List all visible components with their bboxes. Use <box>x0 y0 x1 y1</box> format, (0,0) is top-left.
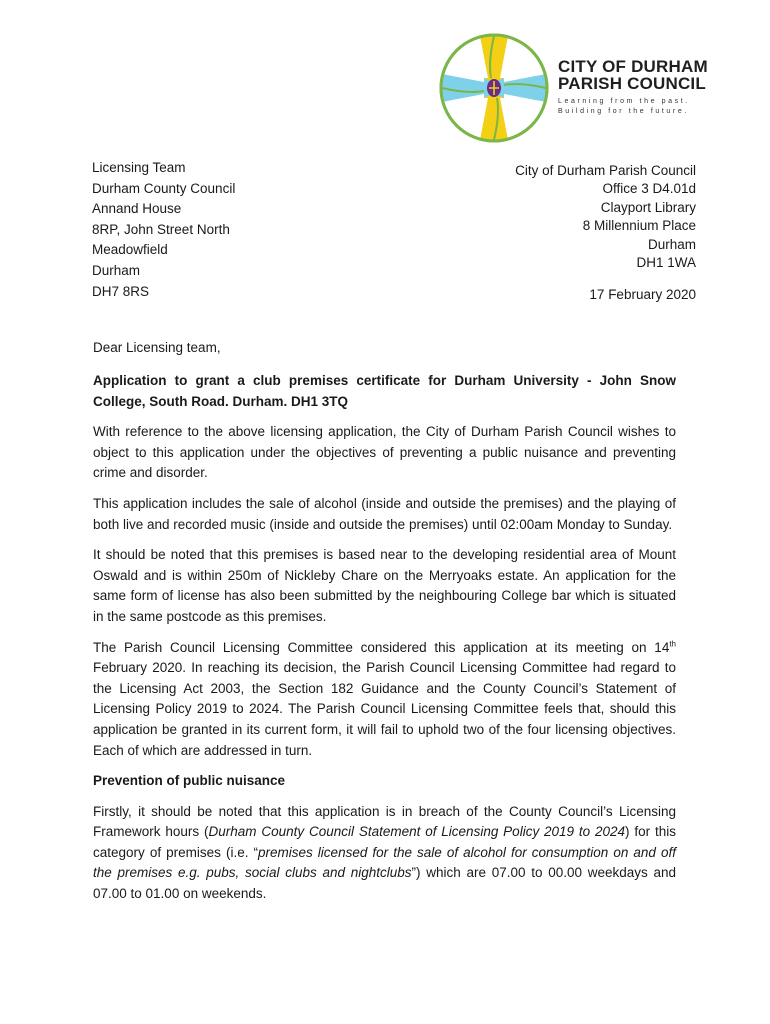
recipient-line: Licensing Team <box>92 160 186 175</box>
paragraph-4-start: The Parish Council Licensing Committee considered this application at its meeting on 14 <box>93 639 670 655</box>
recipient-line: Annand House <box>92 201 182 217</box>
sender-line: Durham <box>647 236 696 252</box>
letter-date: 17 February 2020 <box>589 287 696 302</box>
paragraph-5-part: ) for this category of premises (i.e. “ <box>93 824 676 860</box>
subject-line: Application to grant a club premises certificate for Durham University - John Snow College, South Road. Durham. DH1 3TQ <box>93 373 676 409</box>
sender-address <box>515 162 696 272</box>
paragraph-5-part: Firstly, it should be noted that this application is in breach of the County Council’s Licensing Framework hours ( <box>93 803 676 840</box>
org-name-line1: CITY OF DURHAM <box>558 57 708 76</box>
letter-body <box>93 371 676 915</box>
tagline <box>558 97 690 117</box>
org-name-line2: PARISH COUNCIL <box>558 74 706 93</box>
tagline-line2: Building for the future. <box>558 108 689 115</box>
premises-definition: premises licensed for the sale of alcohol for consumption on and off the premises e.g. pubs, social clubs and nightclubs <box>93 844 676 881</box>
ordinal-suffix: th <box>669 639 676 649</box>
paragraph-2: This application includes the sale of alcohol (inside and outside the premises) and the playing of both live and recorded music (inside and outside the premises) until 02:00am Monday to Sunday. <box>93 495 676 532</box>
recipient-line: Meadowfield <box>92 242 168 258</box>
recipient-line: DH7 8RS <box>92 283 150 299</box>
org-name <box>558 58 708 92</box>
recipient-line: Durham County Council <box>92 180 236 196</box>
recipient-line: Durham <box>92 262 141 278</box>
sender-line: City of Durham Parish Council <box>515 163 696 178</box>
greeting: Dear Licensing team, <box>93 340 221 355</box>
tagline-line1: Learning from the past. <box>558 98 690 105</box>
policy-title: Durham County Council Statement of Licensing Policy 2019 to 2024 <box>208 824 626 840</box>
paragraph-4-end: February 2020. In reaching its decision, the Parish Council Licensing Committee had regard to the Licensing Act 2003, the Section 182 Guidance and the County Council’s Statement of Licensing Policy 2019 to 2024. The Parish Council Licensing Committee feels that, should this application be granted in its current form, it will fail to uphold two of the four licensing objectives. Each of which are addressed in turn. <box>93 660 676 758</box>
paragraph-1: With reference to the above licensing application, the City of Durham Parish Council wishes to object to this application under the objectives of preventing a public nuisance and preventing crime and disorder. <box>93 424 676 481</box>
sender-line: 8 Millennium Place <box>582 218 696 234</box>
sender-line: Clayport Library <box>600 199 696 215</box>
recipient-address <box>92 158 235 302</box>
paragraph-4 <box>93 638 676 762</box>
section-heading: Prevention of public nuisance <box>93 773 286 789</box>
paragraph-5 <box>93 802 676 905</box>
sender-line: Office 3 D4.01d <box>602 181 696 197</box>
recipient-line: 8RP, John Street North <box>92 221 230 237</box>
paragraph-3: It should be noted that this premises is based near to the developing residential area of Mount Oswald and is within 250m of Nickleby Chare on the Merryoaks estate. An application for the same form of license has also been submitted by the neighbouring College bar which is situated in the same postcode as this premises. <box>93 547 676 624</box>
sender-line: DH1 1WA <box>636 255 696 271</box>
parish-council-logo <box>438 32 550 144</box>
paragraph-5-part: ”) which are 07.00 to 00.00 weekdays and 07.00 to 01.00 on weekends. <box>93 865 676 902</box>
